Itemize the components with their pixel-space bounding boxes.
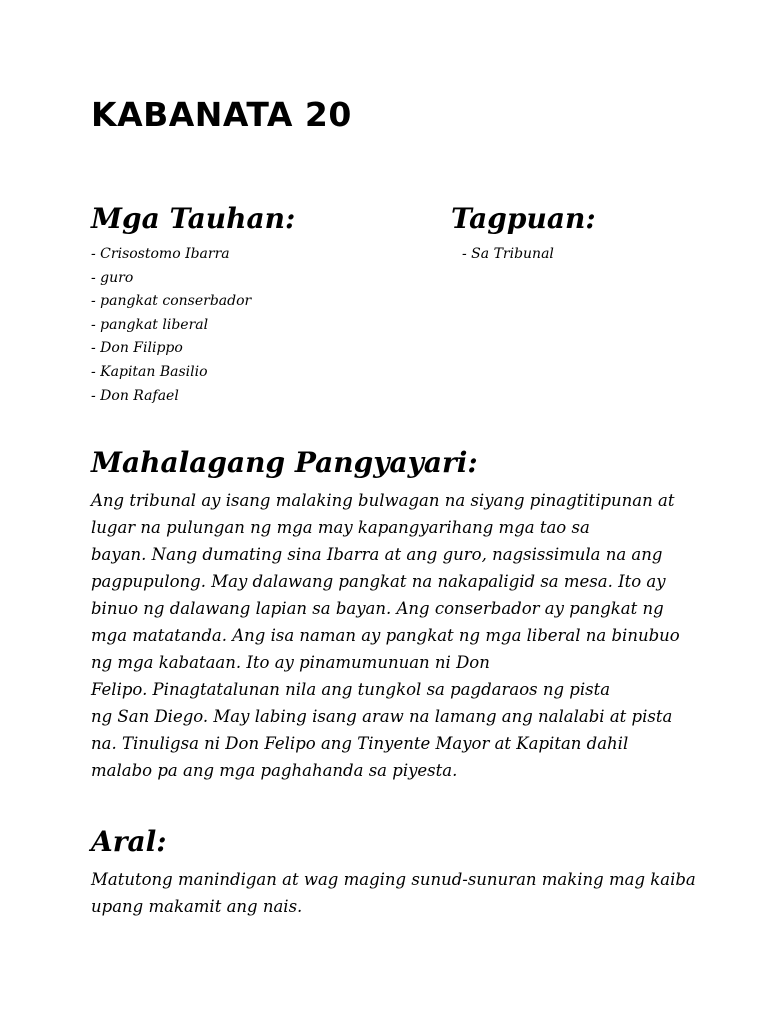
events-heading: Mahalagang Pangyayari: [91, 446, 478, 479]
events-line: malabo pa ang mga paghahanda sa piyesta. [91, 761, 458, 780]
setting-heading: Tagpuan: [451, 202, 596, 235]
events-line: Ang tribunal ay isang malaking bulwagan na siyang pinagtitipunan at [91, 491, 675, 510]
events-paragraph [91, 487, 680, 784]
characters-heading: Mga Tauhan: [91, 202, 296, 235]
character-item: - Kapitan Basilio [91, 363, 208, 380]
events-line: bayan. Nang dumating sina Ibarra at ang guro, nagsissimula na ang [91, 545, 663, 564]
events-line: mga matatanda. Ang isa naman ay pangkat ng mga liberal na binubuo [91, 626, 680, 645]
character-item: - Don Filippo [91, 340, 183, 357]
setting-list [462, 243, 554, 267]
chapter-title: KABANATA 20 [91, 95, 352, 134]
events-line: Felipo. Pinagtatalunan nila ang tungkol sa pagdaraos ng pista [91, 680, 611, 699]
events-line: binuo ng dalawang lapian sa bayan. Ang conserbador ay pangkat ng [91, 599, 664, 618]
character-item: - Don Rafael [91, 387, 179, 404]
characters-list [91, 243, 251, 408]
character-item: - pangkat conserbador [91, 293, 252, 310]
events-line: ng San Diego. May labing isang araw na lamang ang nalalabi at pista [91, 707, 673, 726]
lesson-line: upang makamit ang nais. [91, 897, 303, 916]
events-line: lugar na pulungan ng mga may kapangyarihang mga tao sa [91, 518, 590, 537]
character-item: - guro [91, 269, 134, 286]
events-line: pagpupulong. May dalawang pangkat na nakapaligid sa mesa. Ito ay [91, 572, 666, 591]
character-item: - pangkat liberal [91, 316, 209, 333]
setting-item: - Sa Tribunal [462, 246, 554, 262]
lesson-line: Matutong manindigan at wag maging sunud-sunuran making mag kaiba [91, 870, 696, 889]
lesson-paragraph [91, 866, 696, 920]
lesson-heading: Aral: [91, 825, 167, 858]
events-line: ng mga kabataan. Ito ay pinamumunuan ni Don [91, 653, 490, 672]
events-line: na. Tinuligsa ni Don Felipo ang Tinyente Mayor at Kapitan dahil [91, 734, 629, 753]
character-item: - Crisostomo Ibarra [91, 246, 230, 262]
